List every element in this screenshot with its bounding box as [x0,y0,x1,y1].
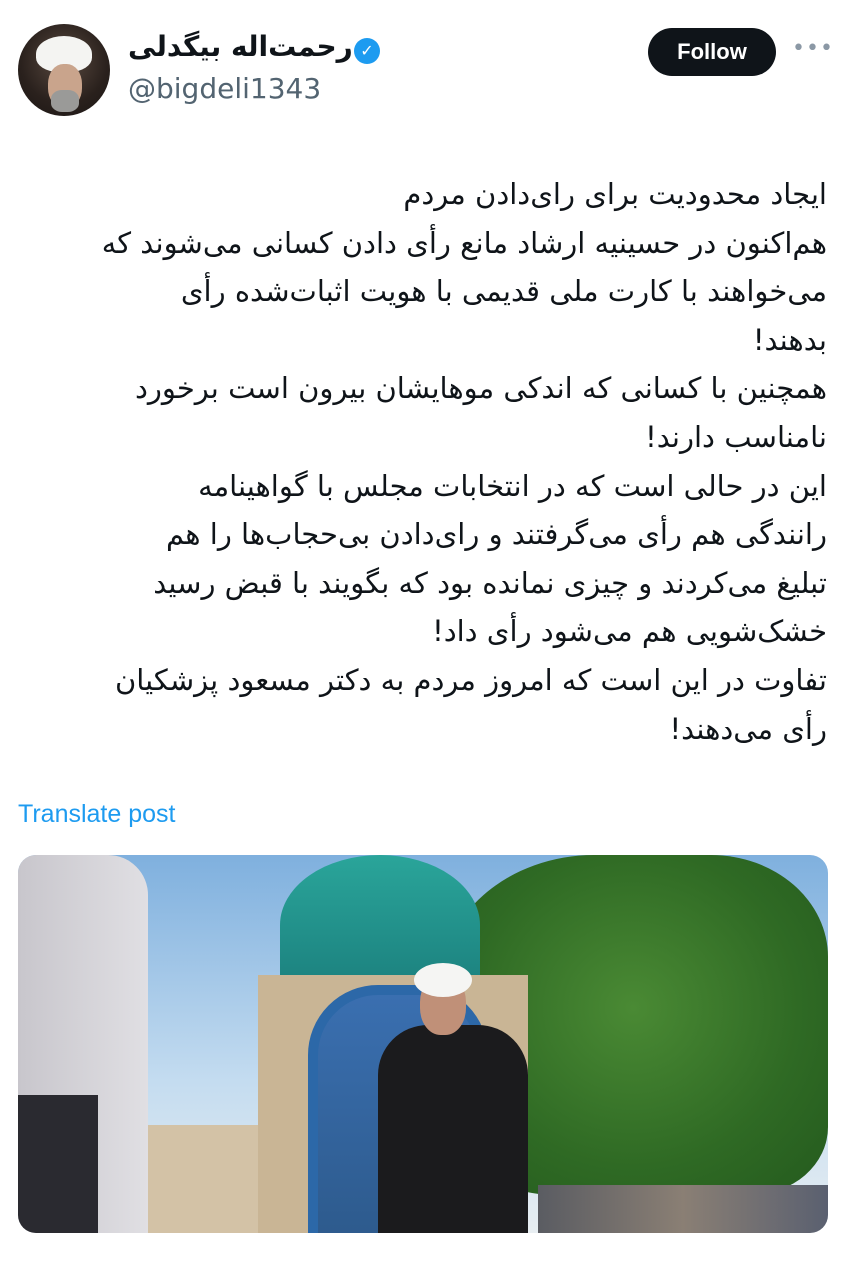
post-line: هم‌اکنون در حسینیه ارشاد مانع رأی دادن کسانی می‌شوند که [101,225,827,260]
post-line: خشک‌شویی هم می‌شود رأی داد! [432,614,827,649]
author-avatar[interactable] [18,24,110,116]
more-options-icon[interactable]: ••• [792,36,834,61]
post-line: نامناسب دارند! [645,419,827,454]
post-line: ایجاد محدودیت برای رای‌دادن مردم [403,177,827,211]
author-handle[interactable]: @bigdeli1343 [128,72,322,105]
post-line: همچنین با کسانی که اندکی موهایشان بیرون است برخورد [134,371,827,406]
post-line: این در حالی است که در انتخابات مجلس با گواهینامه [198,468,827,503]
post-line: بدهند! [752,322,827,357]
verified-badge-icon: ✓ [354,38,380,64]
post-photo[interactable] [18,855,828,1233]
post-text [40,170,827,753]
photo-cleric-turban [414,963,472,997]
post-line: رانندگی هم رأی می‌گرفتند و رای‌دادن بی‌حجاب‌ها را هم [165,517,827,552]
post-line: تبلیغ می‌کردند و چیزی نمانده بود که بگویند با قبض رسید [153,565,827,600]
post-line: رأی می‌دهند! [669,711,827,746]
post-line: می‌خواهند با کارت ملی قدیمی با هویت اثبات‌شده رأی [180,274,827,309]
post-line: تفاوت در این است که امروز مردم به دکتر مسعود پزشکیان [114,662,827,697]
follow-button[interactable]: Follow [648,28,776,76]
photo-crowd [538,1185,828,1233]
photo-cleric-robe [378,1025,528,1233]
avatar-beard [51,90,79,112]
author-display-name[interactable]: رحمت‌اله بیگدلی [128,30,353,63]
photo-man-left-pants [18,1095,98,1233]
translate-post-link[interactable]: Translate post [18,800,176,828]
